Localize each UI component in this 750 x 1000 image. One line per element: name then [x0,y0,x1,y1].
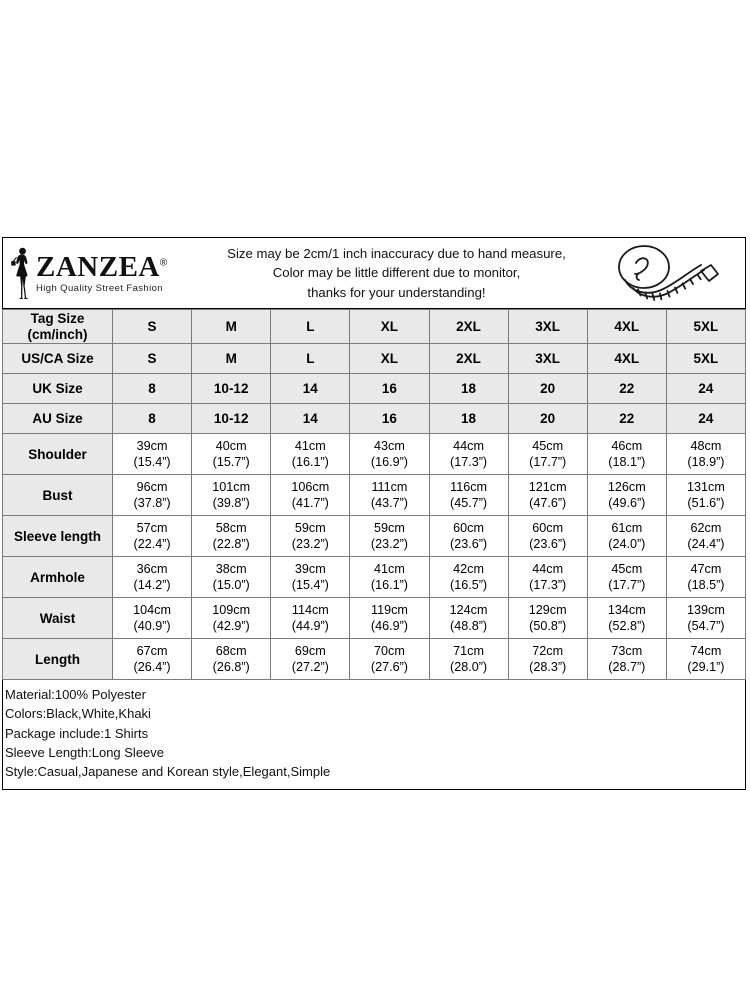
cell-cm: 62cm [690,520,722,535]
cell-cm: 111cm [371,479,408,494]
cell [666,598,745,639]
cell [350,434,429,475]
registered-mark-icon: ® [159,256,168,268]
cell: 2XL [429,344,508,374]
cell-cm: 41cm [374,561,405,576]
cell-inch: (48.8”) [450,619,488,634]
cell-cm: 114cm [291,602,329,617]
cell [508,557,587,598]
table-row-sleeve-length [3,516,746,557]
cell-cm: 116cm [450,479,487,494]
cell-cm: 59cm [294,520,326,535]
cell-inch: (16.5”) [450,578,488,593]
cell [113,475,192,516]
cell-inch: (46.9”) [370,619,408,634]
cell-cm: 41cm [294,438,326,453]
cell-inch: (16.9”) [370,455,408,470]
cell [666,475,745,516]
cell-inch: (29.1”) [687,660,725,675]
cell-inch: (27.2”) [291,660,329,675]
cell-inch: (23.6”) [450,537,488,552]
cell: L [271,310,350,344]
cell: M [192,344,271,374]
cell: 3XL [508,310,587,344]
table-row-tag-size [3,310,746,344]
cell [192,639,271,680]
brand-tagline: High Quality Street Fashion [36,282,163,294]
cell-inch: (23.2”) [370,537,408,552]
table-row-uk-size [3,374,746,404]
cell: 18 [429,404,508,434]
cell [587,598,666,639]
cell [666,557,745,598]
row-label-uk-size: UK Size [3,374,113,404]
cell: 24 [666,404,745,434]
cell-inch: (17.7”) [529,455,567,470]
cell-cm: 129cm [528,602,567,617]
cell-inch: (15.0”) [212,578,250,593]
cell-inch: (17.3”) [529,578,567,593]
cell: 5XL [666,310,745,344]
cell-inch: (37.8”) [133,496,171,511]
cell: 8 [113,374,192,404]
cell: 10-12 [192,374,271,404]
cell-inch: (15.4”) [291,578,329,593]
cell: 3XL [508,344,587,374]
row-label-length: Length [3,639,113,680]
cell-cm: 44cm [532,561,564,576]
cell: 20 [508,404,587,434]
cell-inch: (45.7”) [450,496,488,511]
cell: 14 [271,404,350,434]
cell-inch: (22.4”) [133,537,171,552]
cell [192,557,271,598]
cell-cm: 43cm [374,438,405,453]
notice-line-2: Color may be little different due to monitor, [272,265,521,281]
cell [350,557,429,598]
cell-cm: 69cm [294,643,326,658]
cell: 10-12 [192,404,271,434]
cell [271,598,350,639]
cell-cm: 60cm [532,520,564,535]
cell-cm: 38cm [215,561,247,576]
cell: S [113,310,192,344]
cell-cm: 68cm [215,643,247,658]
row-label-au-size: AU Size [3,404,113,434]
cell-cm: 48cm [690,438,722,453]
cell: 20 [508,374,587,404]
cell-cm: 70cm [374,643,405,658]
cell [587,557,666,598]
cell-cm: 45cm [532,438,564,453]
size-chart [2,237,746,790]
cell-inch: (23.2”) [291,537,329,552]
cell [587,475,666,516]
table-row-waist [3,598,746,639]
cell-cm: 104cm [133,602,171,617]
cell-cm: 96cm [136,479,168,494]
spec-colors: Colors:Black,White,Khaki [5,706,151,722]
cell: 18 [429,374,508,404]
cell [271,516,350,557]
notice-line-1: Size may be 2cm/1 inch inaccuracy due to hand measure, [227,246,566,262]
cell [350,516,429,557]
cell-cm: 109cm [212,602,251,617]
cell: 14 [271,374,350,404]
cell: S [113,344,192,374]
notice-line-3: thanks for your understanding! [307,284,486,300]
cell: 5XL [666,344,745,374]
cell: 16 [350,404,429,434]
cell-inch: (17.3”) [450,455,488,470]
cell-cm: 40cm [215,438,247,453]
cell-cm: 39cm [294,561,326,576]
row-label-line-2: (cm/inch) [27,326,88,342]
spec-material: Material:100% Polyester [5,687,146,703]
cell [587,639,666,680]
cell [666,434,745,475]
row-label-line-1: Tag Size [30,311,85,326]
cell-cm: 71cm [453,643,484,658]
cell [429,516,508,557]
cell [271,639,350,680]
cell-inch: (54.7”) [687,619,725,634]
cell-cm: 47cm [690,561,722,576]
tape-measure-icon [605,242,745,304]
measurement-notice [178,244,605,301]
cell-inch: (27.6”) [370,660,408,675]
cell-cm: 39cm [136,438,168,453]
cell-inch: (17.7”) [608,578,646,593]
product-specs [2,680,746,790]
cell-cm: 131cm [687,479,725,494]
cell [271,557,350,598]
brand-name: ZANZEA® [36,250,168,283]
cell [192,434,271,475]
cell [429,475,508,516]
cell [113,434,192,475]
row-label-armhole: Armhole [3,557,113,598]
cell [508,475,587,516]
cell-cm: 119cm [371,602,408,617]
cell [113,598,192,639]
cell [192,475,271,516]
cell-cm: 44cm [453,438,484,453]
spec-package: Package include:1 Shirts [5,725,149,741]
cell [429,557,508,598]
cell-inch: (47.6”) [529,496,567,511]
cell: 16 [350,374,429,404]
table-row-length [3,639,746,680]
cell-inch: (50.8”) [529,619,567,634]
spec-sleeve-length: Sleeve Length:Long Sleeve [5,745,165,761]
cell [350,598,429,639]
row-label-shoulder: Shoulder [3,434,113,475]
cell-inch: (18.9”) [687,455,725,470]
cell: 22 [587,404,666,434]
cell-cm: 58cm [215,520,247,535]
cell [666,516,745,557]
size-table-body [3,310,746,680]
cell [508,639,587,680]
cell: 2XL [429,310,508,344]
cell [350,639,429,680]
cell-cm: 124cm [449,602,488,617]
cell [113,557,192,598]
row-label-sleeve-length: Sleeve length [3,516,113,557]
woman-silhouette-icon [11,246,35,300]
table-row-armhole [3,557,746,598]
cell [429,639,508,680]
cell-inch: (24.4”) [687,537,725,552]
cell [587,516,666,557]
cell-inch: (28.7”) [608,660,646,675]
cell-inch: (26.4”) [133,660,171,675]
row-label-bust: Bust [3,475,113,516]
cell-cm: 42cm [453,561,484,576]
cell [587,434,666,475]
cell-inch: (41.7”) [291,496,329,511]
cell [113,516,192,557]
cell-cm: 106cm [291,479,330,494]
cell-inch: (39.8”) [212,496,250,511]
cell-cm: 57cm [136,520,168,535]
cell-inch: (15.7”) [212,455,250,470]
cell-inch: (14.2”) [133,578,171,593]
row-label-us-ca-size: US/CA Size [3,344,113,374]
cell [271,434,350,475]
cell [429,598,508,639]
cell [508,598,587,639]
cell [192,516,271,557]
cell-inch: (49.6”) [608,496,646,511]
cell [271,475,350,516]
cell: M [192,310,271,344]
cell-cm: 72cm [532,643,564,658]
cell-inch: (23.6”) [529,537,567,552]
cell-inch: (26.8”) [212,660,250,675]
cell-cm: 73cm [611,643,643,658]
cell: 24 [666,374,745,404]
cell: XL [350,310,429,344]
cell-cm: 139cm [687,602,725,617]
cell-inch: (28.3”) [529,660,567,675]
cell-cm: 101cm [212,479,251,494]
cell: L [271,344,350,374]
cell: 4XL [587,310,666,344]
cell-inch: (43.7”) [370,496,408,511]
cell-inch: (15.4”) [133,455,171,470]
cell-cm: 126cm [607,479,646,494]
cell-inch: (18.5”) [687,578,725,593]
cell-cm: 61cm [611,520,643,535]
cell-inch: (42.9”) [212,619,250,634]
table-row-au-size [3,404,746,434]
cell [508,516,587,557]
row-label-waist: Waist [3,598,113,639]
spec-style: Style:Casual,Japanese and Korean style,Elegant,Simple [5,764,331,780]
cell-cm: 67cm [136,643,168,658]
cell-cm: 60cm [453,520,484,535]
cell [192,598,271,639]
cell [666,639,745,680]
cell [113,639,192,680]
cell [350,475,429,516]
cell-cm: 74cm [690,643,722,658]
cell: XL [350,344,429,374]
cell: 4XL [587,344,666,374]
cell-cm: 45cm [611,561,643,576]
cell: 8 [113,404,192,434]
cell-inch: (51.6”) [687,496,725,511]
cell-inch: (24.0”) [608,537,646,552]
cell-cm: 134cm [607,602,646,617]
cell-inch: (40.9”) [133,619,171,634]
cell-inch: (22.8”) [212,537,250,552]
cell-inch: (16.1”) [291,455,329,470]
chart-banner [2,237,746,309]
cell-inch: (16.1”) [370,578,408,593]
table-row-bust [3,475,746,516]
cell-cm: 36cm [136,561,168,576]
table-row-us-ca-size [3,344,746,374]
cell-inch: (44.9”) [291,619,329,634]
size-table [2,309,746,680]
cell-cm: 46cm [611,438,643,453]
row-label-tag-size [3,310,113,344]
cell-cm: 59cm [374,520,405,535]
cell-inch: (18.1”) [608,455,646,470]
cell-inch: (52.8”) [608,619,646,634]
table-row-shoulder [3,434,746,475]
cell [429,434,508,475]
cell-cm: 121cm [528,479,567,494]
brand-logo [3,246,178,300]
cell [508,434,587,475]
cell-inch: (28.0”) [450,660,488,675]
cell: 22 [587,374,666,404]
